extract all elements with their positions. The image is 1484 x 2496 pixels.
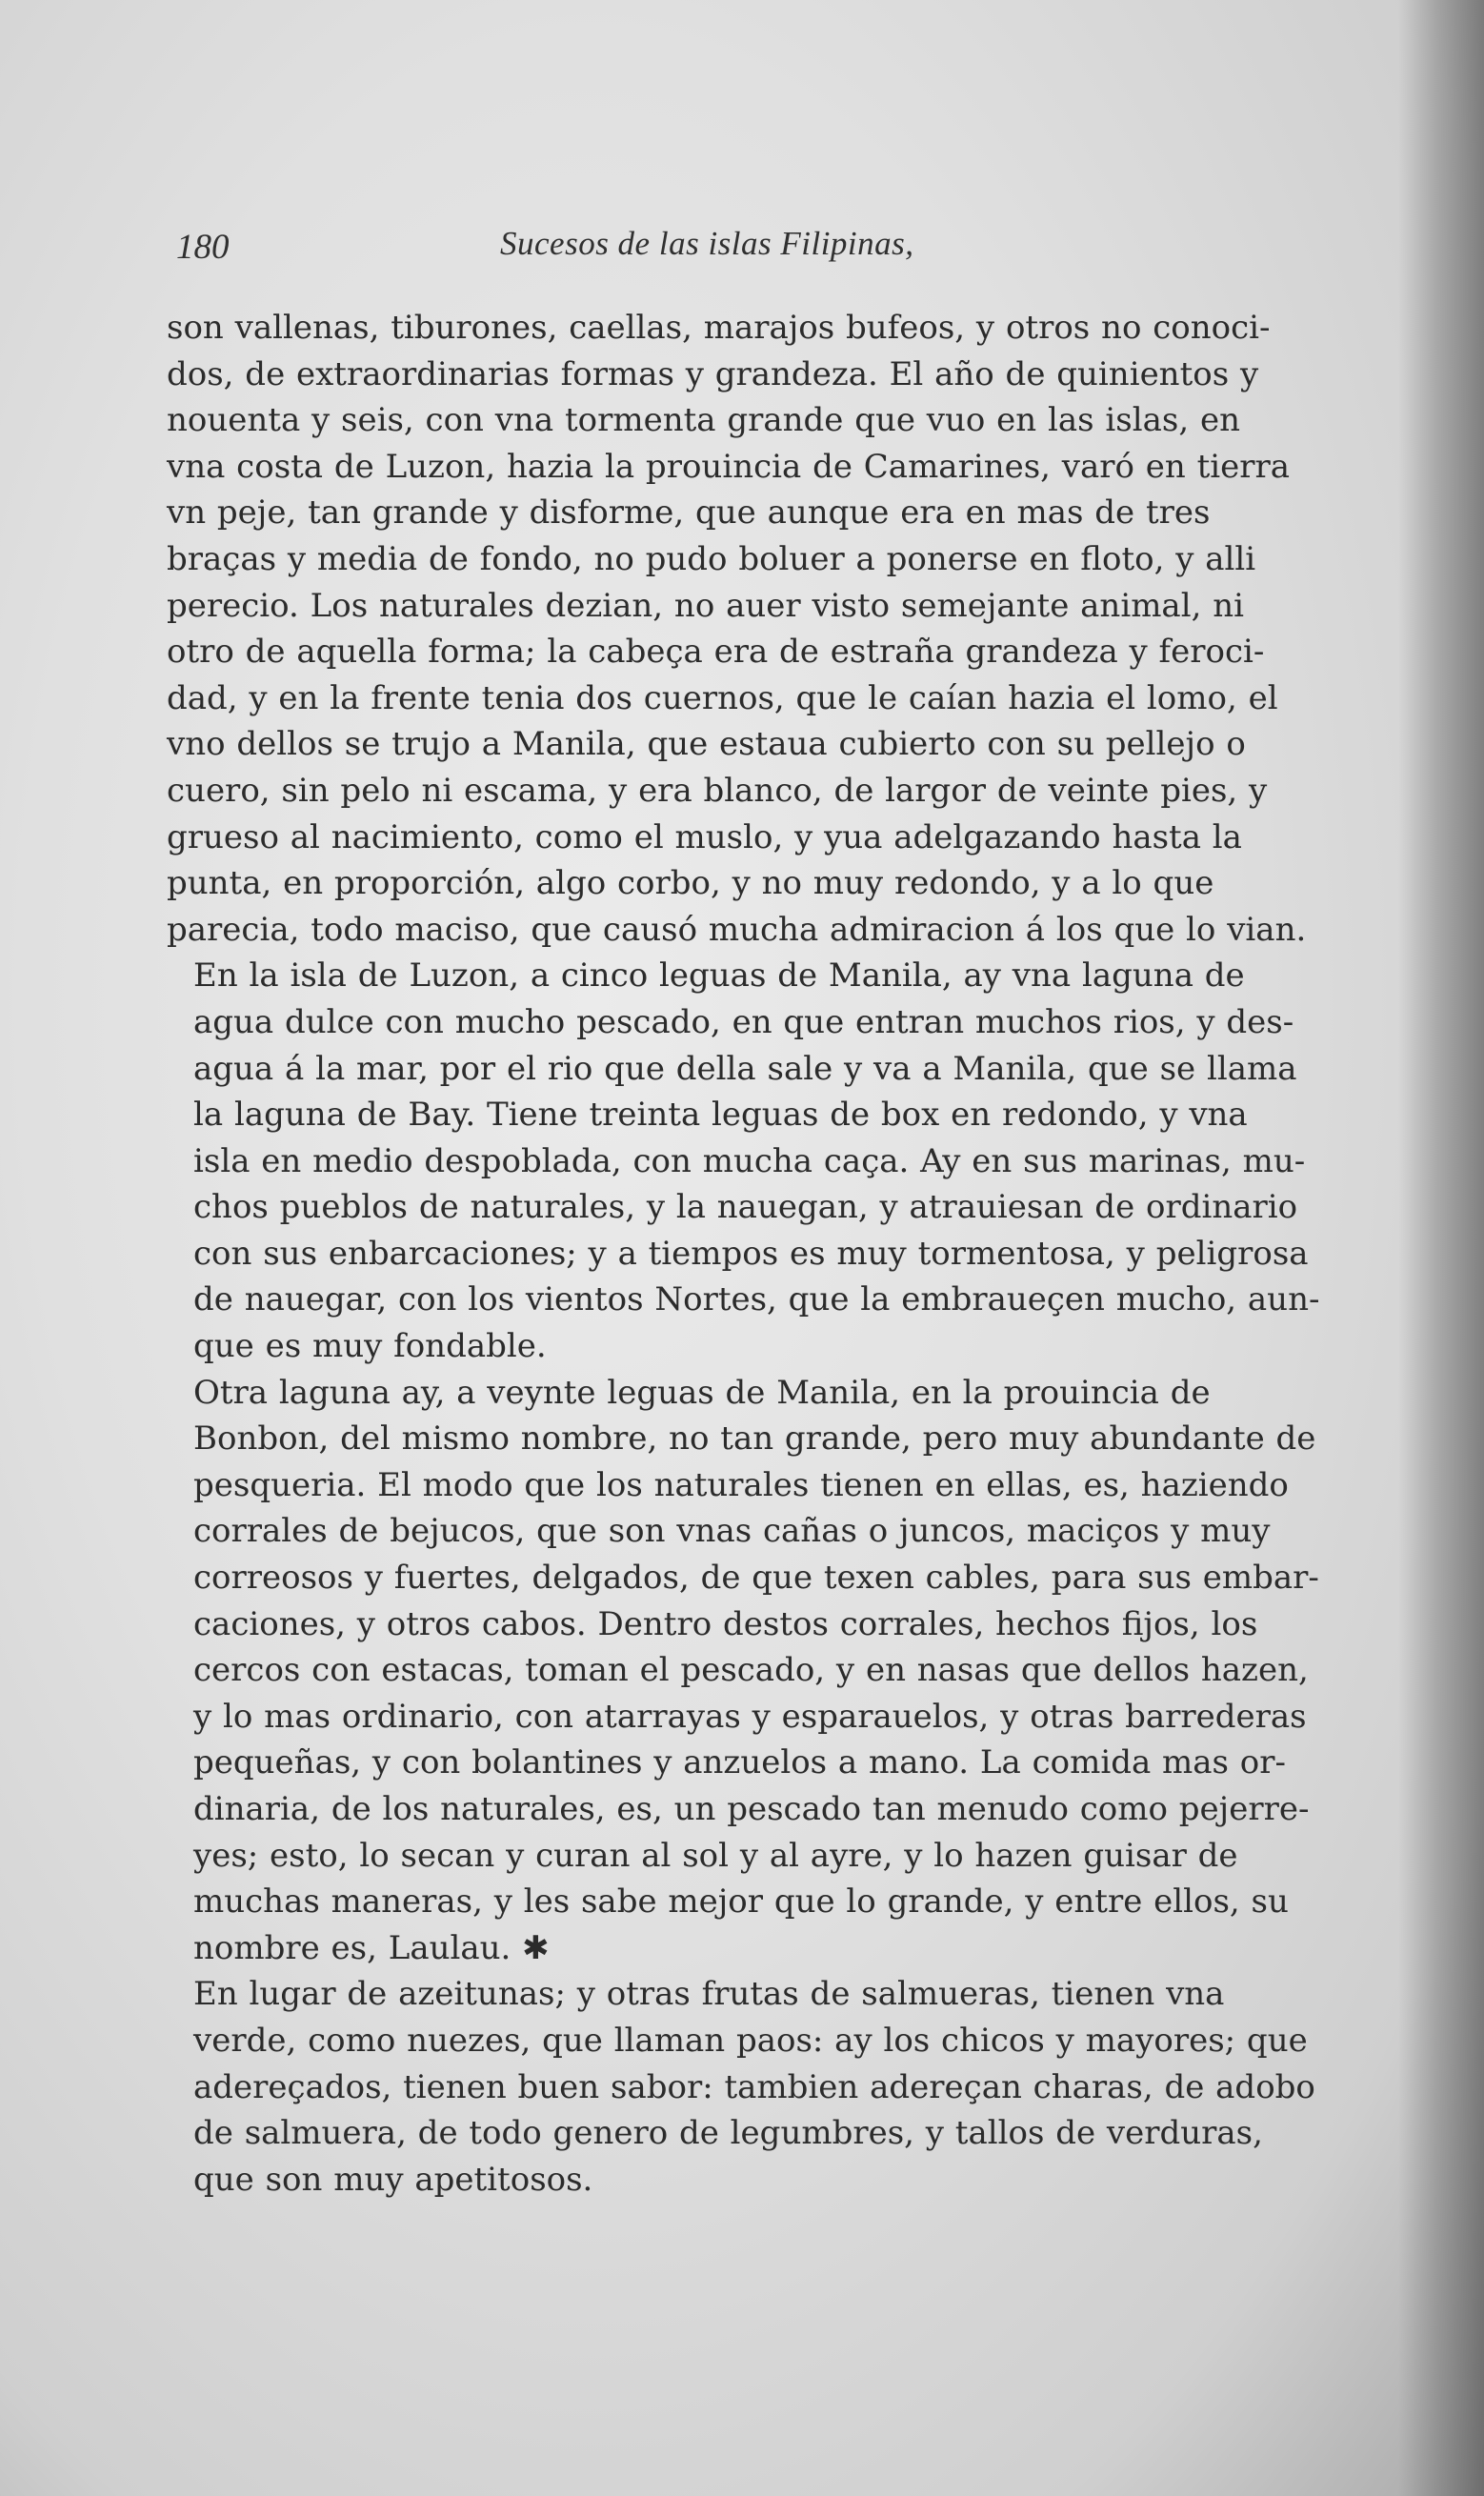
paragraph-3 <box>167 1370 1348 1972</box>
body-text <box>167 305 1348 2203</box>
text-line: isla en medio despoblada, con mucha caça. Ay en sus marinas, mu- <box>193 1141 1306 1180</box>
text-line: pequeñas, y con bolantines y anzuelos a mano. La comida mas or- <box>193 1743 1287 1782</box>
text-line: correosos y fuertes, delgados, de que texen cables, para sus embar- <box>193 1559 1319 1598</box>
text-line: pesqueria. El modo que los naturales tienen en ellas, es, haziendo <box>193 1465 1289 1504</box>
text-line: yes; esto, lo secan y curan al sol y al ayre, y lo hazen guisar de <box>193 1836 1238 1875</box>
paragraph-4 <box>167 1971 1348 2203</box>
text-line: vna costa de Luzon, hazia la prouincia de Camarines, varó en tierra <box>167 447 1291 486</box>
page-header <box>167 210 1348 267</box>
text-line: dos, de extraordinarias formas y grandeza. El año de quinientos y <box>167 354 1259 393</box>
running-title: Sucesos de las islas Filipinas, <box>500 225 914 262</box>
text-line: parecia, todo maciso, que causó mucha admiracion á los que lo vian. <box>167 910 1307 949</box>
text-line: perecio. Los naturales dezian, no auer visto semejante animal, ni <box>167 586 1244 625</box>
text-line: que es muy fondable. <box>193 1327 547 1366</box>
text-line: En lugar de azeitunas; y otras frutas de salmueras, tienen vna <box>193 1975 1225 2014</box>
text-line: cercos con estacas, toman el pescado, y en nasas que dellos hazen, <box>193 1651 1309 1690</box>
text-line: son vallenas, tiburones, caellas, marajos bufeos, y otros no conoci- <box>167 309 1271 347</box>
text-line: agua dulce con mucho pescado, en que entran muchos rios, y des- <box>193 1002 1294 1041</box>
text-line: dinaria, de los naturales, es, un pescado tan menudo como pejerre- <box>193 1790 1310 1828</box>
text-line: otro de aquella forma; la cabeça era de estraña grandeza y feroci- <box>167 633 1265 672</box>
text-line: caciones, y otros cabos. Dentro destos corrales, hechos fijos, los <box>193 1604 1258 1643</box>
text-line: dad, y en la frente tenia dos cuernos, que le caían hazia el lomo, el <box>167 678 1278 717</box>
text-line: punta, en proporción, algo corbo, y no muy redondo, y a lo que <box>167 864 1214 903</box>
text-line: grueso al nacimiento, como el muslo, y yua adelgazando hasta la <box>167 817 1242 856</box>
text-line: agua á la mar, por el rio que della sale y va a Manila, que se llama <box>193 1049 1297 1088</box>
paragraph-1 <box>167 305 1348 953</box>
text-line: nombre es, Laulau. ✱ <box>193 1928 550 1967</box>
book-page <box>167 210 1348 2203</box>
page-number: 180 <box>176 228 230 267</box>
text-line: nouenta y seis, con vna tormenta grande que vuo en las islas, en <box>167 401 1240 440</box>
text-line: Otra laguna ay, a veynte leguas de Manila, en la prouincia de <box>193 1373 1211 1412</box>
text-line: con sus enbarcaciones; y a tiempos es muy tormentosa, y peligrosa <box>193 1234 1309 1273</box>
text-line: de salmuera, de todo genero de legumbres, y tallos de verduras, <box>193 2114 1263 2153</box>
text-line: corrales de bejucos, que son vnas cañas o juncos, maciços y muy <box>193 1512 1271 1551</box>
paragraph-2 <box>167 953 1348 1369</box>
text-line: chos pueblos de naturales, y la nauegan, y atrauiesan de ordinario <box>193 1188 1298 1227</box>
page-edge-shadow <box>1398 0 1484 2496</box>
text-line: de nauegar, con los vientos Nortes, que la embraueçen mucho, aun- <box>193 1280 1320 1319</box>
text-line: En la isla de Luzon, a cinco leguas de Manila, ay vna laguna de <box>193 956 1245 996</box>
text-line: vno dellos se trujo a Manila, que estaua cubierto con su pellejo o <box>167 725 1246 764</box>
text-line: verde, como nuezes, que llaman paos: ay los chicos y mayores; que <box>193 2021 1308 2060</box>
text-line: la laguna de Bay. Tiene treinta leguas de box en redondo, y vna <box>193 1096 1248 1135</box>
text-line: braças y media de fondo, no pudo boluer a ponerse en floto, y alli <box>167 539 1256 578</box>
text-line: Bonbon, del mismo nombre, no tan grande, pero muy abundante de <box>193 1419 1316 1459</box>
text-line: vn peje, tan grande y disforme, que aunque era en mas de tres <box>167 493 1211 533</box>
text-line: muchas maneras, y les sabe mejor que lo grande, y entre ellos, su <box>193 1882 1289 1922</box>
text-line: que son muy apetitosos. <box>193 2160 593 2199</box>
text-line: y lo mas ordinario, con atarrayas y esparauelos, y otras barrederas <box>193 1697 1307 1736</box>
text-line: cuero, sin pelo ni escama, y era blanco, de largor de veinte pies, y <box>167 771 1268 810</box>
text-line: adereçados, tienen buen sabor: tambien adereçan charas, de adobo <box>193 2067 1315 2106</box>
